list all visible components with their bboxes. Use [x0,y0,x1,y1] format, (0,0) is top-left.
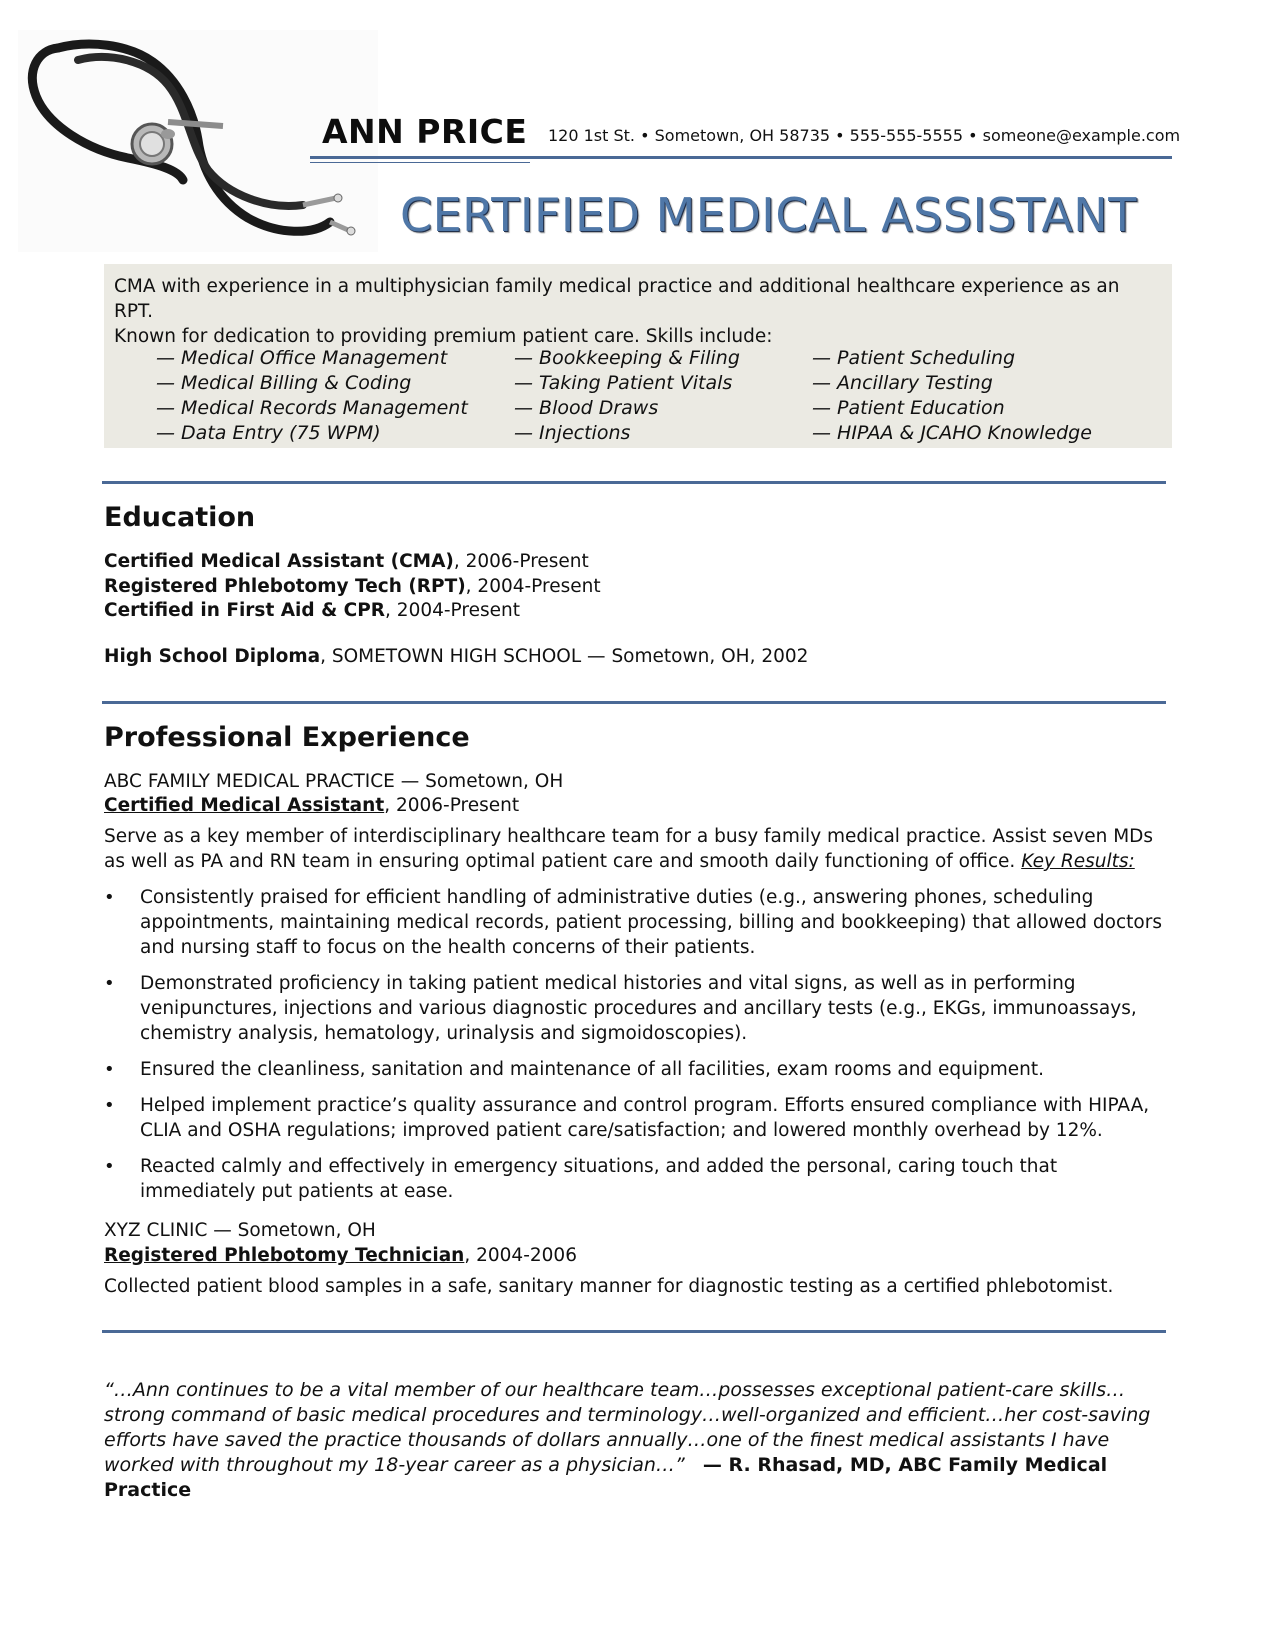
job-title: CERTIFIED MEDICAL ASSISTANT [400,188,1137,242]
list-item: • Demonstrated proficiency in taking patient medical histories and vital signs, as well as in performing venipunctures, injections and various diagnostic procedures and ancillary tests (e.g., EKGs, immunoassays, chemistry analysis, hematology, urinalysis and sigmoidoscopies). [104,971,1164,1046]
education-heading: Education [104,502,256,533]
summary-text [114,274,1164,349]
candidate-name: ANN PRICE [322,112,528,151]
job-description: Collected patient blood samples in a safe, sanitary manner for diagnostic testing as a certified phlebotomist. [104,1276,1114,1297]
skill-item: — Medical Billing & Coding [156,372,412,394]
employer-name: XYZ CLINIC — Sometown, OH [104,1220,376,1241]
summary-box [104,264,1172,448]
testimonial-attribution: — R. Rhasad, MD, ABC Family Medical Practice [104,1454,1108,1501]
skill-item: — Patient Scheduling [812,347,1016,369]
skill-item: — Medical Records Management [156,397,468,419]
skill-item: — Bookkeeping & Filing [514,347,740,369]
skill-item: — Ancillary Testing [812,372,993,394]
job-description: Serve as a key member of interdisciplinary healthcare team for a busy family medical practice. Assist seven MDs as well as PA and RN team in ensuring optimal patient care and smooth daily functioning of office. Key Results: [104,826,1154,872]
summary-line-1: CMA with experience in a multiphysician family medical practice and additional healthcare experience as an RPT. [114,276,1120,322]
skill-item: — Injections [514,422,631,444]
employer-name: ABC FAMILY MEDICAL PRACTICE — Sometown, OH [104,771,564,792]
section-divider [102,1330,1166,1333]
job-role: Certified Medical Assistant, 2006-Present [104,795,520,816]
skill-item: — Medical Office Management [156,347,448,369]
testimonial: “…Ann continues to be a vital member of our healthcare team…possesses exceptional patient-care skills…strong command of basic medical procedures and terminology…well-organized and efficient…her cost-saving efforts have saved the practice thousands of dollars annually…one of the finest medical assistants I have worked with throughout my 18-year career as a physician…” — R. Rhasad, MD, ABC Family Medical Practice [104,1379,1151,1501]
skill-item: — Patient Education [812,397,1005,419]
skill-item: — Data Entry (75 WPM) [156,422,381,444]
contact-info: 120 1st St. • Sometown, OH 58735 • 555-555-5555 • someone@example.com [548,126,1181,145]
skill-item: — Taking Patient Vitals [514,372,733,394]
experience-heading: Professional Experience [104,722,470,753]
summary-line-2: Known for dedication to providing premium patient care. Skills include: [114,326,773,347]
education-item: Registered Phlebotomy Tech (RPT), 2004-Present [104,576,601,597]
key-results-list [104,885,1164,1215]
skills-column-2 [514,346,740,446]
education-item: High School Diploma, SOMETOWN HIGH SCHOOL — Sometown, OH, 2002 [104,646,809,667]
section-divider [102,481,1166,484]
skill-item: — Blood Draws [514,397,659,419]
list-item: • Reacted calmly and effectively in emergency situations, and added the personal, caring touch that immediately put patients at ease. [104,1154,1164,1204]
skills-column-1 [156,346,468,446]
list-item: • Consistently praised for efficient handling of administrative duties (e.g., answering phones, scheduling appointments, maintaining medical records, patient processing, billing and bookkeeping) that allowed doctors and nursing staff to focus on the health concerns of their patients. [104,885,1164,960]
list-item: • Helped implement practice’s quality assurance and control program. Efforts ensured compliance with HIPAA, CLIA and OSHA regulations; improved patient care/satisfaction; and lowered monthly overhead by 12%. [104,1093,1164,1143]
header-divider [310,156,1172,159]
section-divider [102,701,1166,704]
list-item: • Ensured the cleanliness, sanitation and maintenance of all facilities, exam rooms and equipment. [104,1057,1164,1082]
skill-item: — HIPAA & JCAHO Knowledge [812,422,1092,444]
header-divider-thin [310,162,530,163]
job-role: Registered Phlebotomy Technician, 2004-2006 [104,1245,577,1266]
education-item: Certified Medical Assistant (CMA), 2006-Present [104,551,589,572]
education-item: Certified in First Aid & CPR, 2004-Present [104,600,520,621]
skills-column-3 [812,346,1092,446]
